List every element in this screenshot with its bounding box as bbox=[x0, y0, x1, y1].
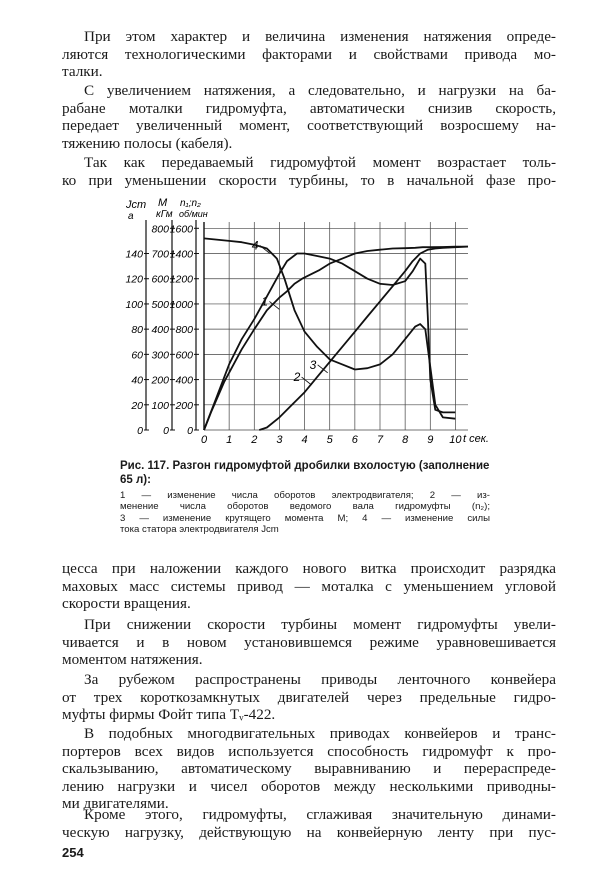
text-line: передает увеличенный момент, соответствующий возросшему на- bbox=[62, 117, 556, 135]
x-tick-label: 5 bbox=[326, 434, 333, 446]
figure-caption-title bbox=[120, 459, 490, 487]
axis-n-header: n₁;n₂ bbox=[180, 198, 201, 209]
paragraph-p1 bbox=[62, 28, 556, 81]
y-tick-label-j: 20 bbox=[131, 399, 143, 412]
axis-m-header: M bbox=[158, 197, 168, 209]
text-line: скальзыванию, автоматическому выравниванию и перераспреде- bbox=[62, 760, 556, 778]
text-line: ми двигателями. bbox=[62, 795, 169, 813]
y-tick-label-n: 200 bbox=[175, 399, 193, 412]
caption-legend-line: менение числа оборотов ведомого вала гидромуфты (n₂); bbox=[120, 501, 490, 513]
x-tick-label: 9 bbox=[427, 434, 434, 446]
text-line: Кроме этого, гидромуфты, сглаживая значительную динами- bbox=[84, 806, 556, 823]
text-line: тяжению полосы (кабеля). bbox=[62, 134, 233, 152]
y-tick-label-n: 600 bbox=[175, 349, 193, 362]
x-tick-label: 1 bbox=[226, 434, 233, 446]
caption-legend-line: 3 — изменение крутящего момента M; 4 — изменение силы bbox=[120, 512, 490, 524]
caption-title-line: Рис. 117. Разгон гидромуфтой дробилки вхолостую bbox=[120, 460, 416, 472]
y-tick-label-m: 300 bbox=[151, 349, 169, 362]
x-tick-label: 10 bbox=[449, 434, 462, 446]
axis-m-unit: кГм bbox=[156, 209, 173, 220]
paragraph-p7 bbox=[62, 725, 556, 813]
y-tick-label-j: 40 bbox=[131, 374, 143, 387]
figure-caption-legend bbox=[120, 490, 490, 536]
curve-label-leader bbox=[302, 377, 312, 385]
text-line: ческую нагрузку, действующую на конвейерную ленту при пус- bbox=[62, 823, 556, 841]
curve-label-4: 4 bbox=[251, 238, 259, 253]
y-tick-label-n: 1600 bbox=[169, 223, 193, 236]
curve-label-3: 3 bbox=[309, 357, 317, 372]
text-line: С увеличением натяжения, а следовательно, и нагрузки на ба- bbox=[84, 82, 556, 99]
caption-legend-line: тока статора электродвигателя Jcm bbox=[120, 524, 279, 536]
x-tick-label: 6 bbox=[351, 434, 358, 446]
text-line: портеров всех видов используется способность гидромуфт к про- bbox=[62, 742, 556, 760]
x-tick-label: 4 bbox=[301, 434, 308, 446]
y-tick-label-m: 100 bbox=[151, 399, 169, 412]
text-line: ко при уменьшении скорости турбины, то в начальной фазе про- bbox=[62, 171, 556, 189]
text-line: талки. bbox=[62, 63, 103, 81]
text-line: ляются технологическими факторами и свойствами привода мо- bbox=[62, 45, 556, 63]
chart-curves bbox=[204, 238, 468, 430]
y-tick-label-n: 0 bbox=[187, 425, 193, 437]
curve-label-2: 2 bbox=[293, 370, 301, 385]
text-line: При этом характер и величина изменения натяжения опреде- bbox=[84, 28, 556, 45]
paragraph-p8 bbox=[62, 806, 556, 841]
y-tick-label-n: 400 bbox=[175, 374, 193, 387]
paragraph-p6 bbox=[62, 671, 556, 724]
text-line: чивается и в новом установившемся режиме уравновешивается bbox=[62, 633, 556, 651]
text-line: При снижении скорости турбины момент гидромуфты увели- bbox=[84, 616, 556, 633]
y-tick-label-m: 200 bbox=[151, 374, 169, 387]
text-line: рабане моталки гидромуфта, автоматически снизив скорость, bbox=[62, 99, 556, 117]
page-number: 254 bbox=[62, 845, 84, 860]
y-tick-label-j: 60 bbox=[131, 349, 143, 362]
x-tick-label: 3 bbox=[276, 434, 283, 446]
y-tick-label-m: 0 bbox=[163, 425, 169, 437]
figure-117-chart bbox=[118, 192, 498, 454]
y-tick-label-m: 500 bbox=[151, 298, 169, 311]
y-tick-label-j: 80 bbox=[131, 324, 143, 337]
y-tick-label-j: 120 bbox=[125, 273, 143, 286]
axis-j-header: Jcm bbox=[126, 199, 147, 211]
text-line: моментом натяжения. bbox=[62, 651, 203, 669]
y-tick-label-n: 1200 bbox=[169, 273, 193, 286]
x-tick-label: 0 bbox=[200, 434, 208, 446]
curve-2 bbox=[259, 247, 468, 430]
x-axis-label: t сек. bbox=[463, 433, 489, 445]
text-line: муфты фирмы Фойт типа Tᵥ-422. bbox=[62, 706, 276, 724]
text-line: лению нагрузки и чисел оборотов между несколькими приводны- bbox=[62, 777, 556, 795]
chart-axes bbox=[125, 220, 462, 446]
text-line: За рубежом распространены приводы ленточного конвейера bbox=[84, 671, 556, 688]
y-tick-label-n: 1400 bbox=[169, 248, 193, 261]
y-tick-label-j: 0 bbox=[137, 425, 143, 437]
y-tick-label-n: 1000 bbox=[169, 298, 193, 311]
text-line: маховых масс системы привод — моталка с уменьшением угловой bbox=[62, 577, 556, 595]
paragraph-p5 bbox=[62, 616, 556, 669]
x-tick-label: 8 bbox=[402, 434, 409, 446]
axis-headers bbox=[125, 197, 208, 222]
text-line: В подобных многодвигательных приводах конвейеров и транс- bbox=[84, 725, 556, 742]
text-line: скорости вращения. bbox=[62, 595, 191, 613]
text-line: цесса при наложении каждого нового витка происходит разрядка bbox=[62, 560, 556, 577]
y-tick-label-m: 800 bbox=[151, 223, 169, 236]
paragraph-p3 bbox=[62, 154, 556, 189]
y-tick-label-j: 140 bbox=[125, 248, 143, 261]
text-line: от трех короткозамкнутых двигателей через предельные гидро- bbox=[62, 688, 556, 706]
text-line: Так как передаваемый гидромуфтой момент возрастает толь- bbox=[84, 154, 556, 171]
curve-label-1: 1 bbox=[261, 294, 269, 309]
axis-n-unit: об/мин bbox=[179, 209, 208, 219]
y-tick-label-m: 400 bbox=[151, 324, 169, 337]
y-tick-label-j: 100 bbox=[125, 298, 143, 311]
paragraph-p2 bbox=[62, 82, 556, 152]
paragraph-p4 bbox=[62, 560, 556, 613]
caption-title-line: (заполнение 65 л): bbox=[120, 460, 490, 486]
caption-legend-line: 1 — изменение числа оборотов электродвигателя; 2 — из- bbox=[120, 490, 490, 501]
y-tick-label-m: 600 bbox=[151, 273, 169, 286]
y-tick-label-m: 700 bbox=[151, 248, 169, 261]
x-tick-label: 2 bbox=[251, 434, 258, 446]
axis-j-unit: a bbox=[128, 211, 134, 222]
y-tick-label-n: 800 bbox=[175, 324, 193, 337]
x-tick-label: 7 bbox=[376, 434, 384, 446]
